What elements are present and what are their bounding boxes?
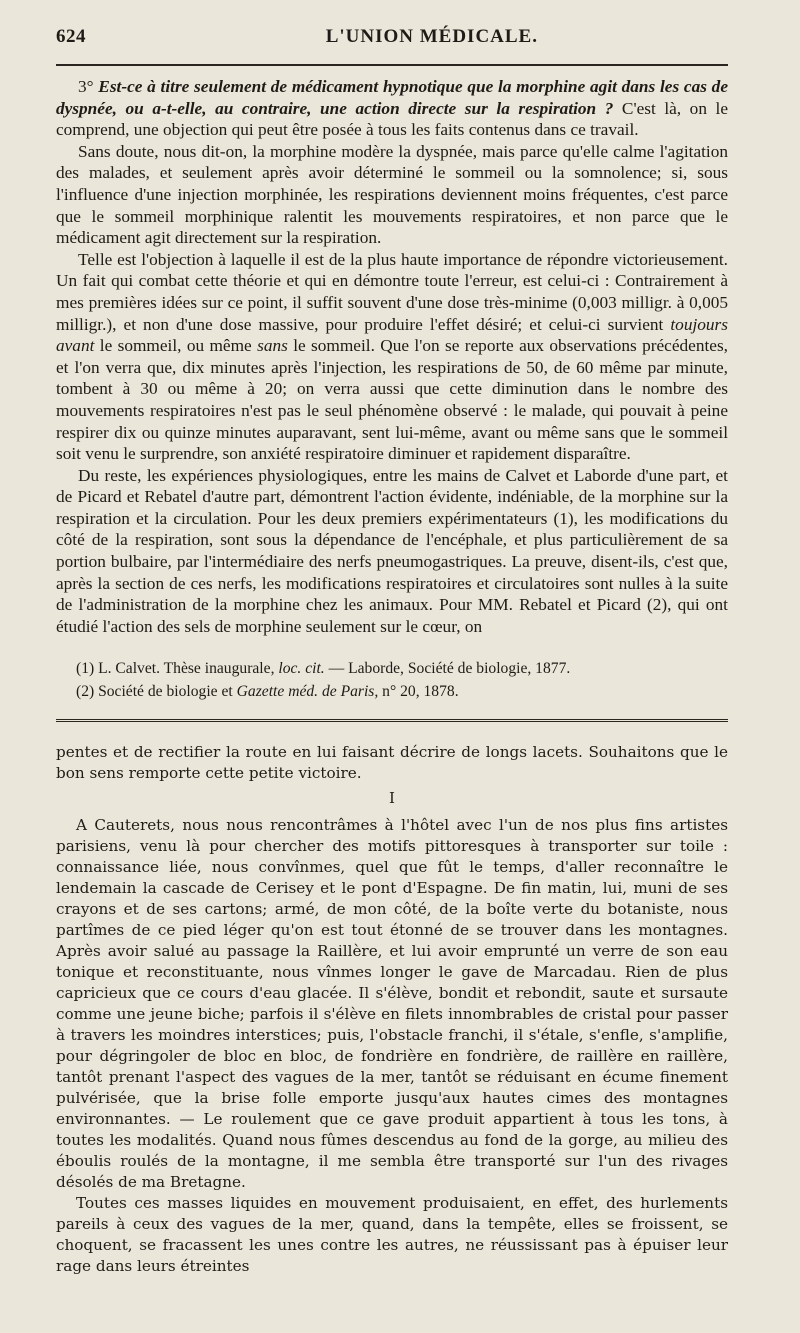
footnotes — [56, 657, 728, 703]
journal-title: L'UNION MÉDICALE. — [325, 26, 538, 47]
footnote-2 — [76, 680, 728, 703]
main-text — [56, 76, 728, 637]
question-rest: C'est là, on le comprend, une objection qui peut être posée à tous les faits contenus dans ce travail. — [56, 98, 728, 140]
paragraph: A Cauterets, nous nous rencontrâmes à l'hôtel avec l'un de nos plus fins artistes parisiens, venu là pour chercher des motifs pittoresques à transporter sur toile : connaissance liée, nous convînmes, quel que fût le temps, d'aller reconnaître le lendemain la cascade de Cerisey et le pont d'Espagne. De fin matin, lui, muni de ses crayons et de ses cartons; armé, de mon côté, de la boîte verte du botaniste, nous partîmes de ce pied léger qu'on est tout étonné de se trouver dans les montagnes. Après avoir salué au passage la Raillère, et lui avoir emprunté un verre de son eau tonique et reconstituante, nous vînmes longer le gave de Marcadau. Rien de plus capricieux que ce cours d'eau glacée. Il s'élève, bondit et rebondit, saute et sursaute comme une jeune biche; parfois il s'élève en filets innombrables de cristal pour passer à travers les moindres interstices; puis, l'obstacle franchi, il s'étale, s'enfle, s'amplifie, pour dégringoler de bloc en bloc, de fondrière en fondrière, de raillère en raillère, tantôt prenant l'aspect des vagues de la mer, tantôt se réduisant en écume finement pulvérisée, que la brise folle emporte jusqu'aux hautes cimes des montagnes environnantes. — Le roulement que ce gave produit appartient à tous les tons, à toutes les modalités. Quand nous fûmes descendus au fond de la gorge, au milieu des éboulis roulés de la montagne, il me sembla être transporté sur l'un des rivages désolés de ma Bretagne. — [56, 816, 728, 1192]
paragraph: Toutes ces masses liquides en mouvement produisaient, en effet, des hurlements pareils à ceux des vagues de la mer, quand, dans la tempête, elles se froissent, se choquent, se fracassent les unes contre les autres, ne réussissant pas à épuiser leur rage dans leurs étreintes — [56, 1194, 728, 1276]
emphasis: toujours avant — [56, 314, 728, 356]
header-rule — [56, 64, 728, 66]
paragraph-question — [56, 76, 728, 141]
text-run: le sommeil, ou même — [94, 336, 258, 356]
question-italic: Est-ce à titre seulement de médicament hypnotique que la morphine agit dans les cas de dyspnée, ou a-t-elle, au contraire, une action directe sur la respiration ? — [56, 77, 728, 118]
footnote-1 — [76, 657, 728, 680]
footnote-italic: Gazette méd. de Paris, — [236, 683, 379, 701]
section-separator — [56, 719, 728, 724]
footnote-text: — Laborde, Société de biologie, 1877. — [324, 660, 571, 678]
running-head — [56, 26, 728, 60]
question-label: 3° — [78, 77, 94, 96]
page-number: 624 — [56, 26, 86, 47]
text-run: le sommeil. Que l'on se reporte aux observations précédentes, et l'on verra que, dix minutes après l'injection, les respirations de 50, de 60 même par minute, tombent à 30 ou même à 20; on verra aussi que cette diminution dans le nombre des mouvements respiratoires n'est pas le seul phénomène observé : le malade, qui pouvait à peine respirer dix ou quinze minutes auparavant, sent lui-même, avant ou même sans que le sommeil soit venu le surprendre, son anxiété respiratoire diminuer et rapidement disparaître. — [56, 336, 728, 464]
section-number: I — [389, 789, 395, 808]
paragraph — [56, 249, 728, 465]
feuilleton — [56, 742, 728, 1277]
footnote-text: n° 20, 1878. — [378, 683, 459, 701]
footnote-text: (2) Société de biologie et — [76, 683, 237, 701]
footnote-text: (1) L. Calvet. Thèse inaugurale, — [76, 660, 279, 678]
emphasis: sans — [257, 336, 288, 356]
text-run: Telle est l'objection à laquelle il est de la plus haute importance de répondre victorieusement. Un fait qui combat cette théorie et qui en démontre toute l'erreur, est celui-ci : Contrairement à mes premières idées sur ce point, il suffit souvent d'une dose très-minime (0,003 milligr. à 0,005 milligr.), et non d'une dose massive, pour produire l'effet désiré; et celui-ci survient — [56, 249, 728, 334]
footnote-italic: loc. cit. — [278, 660, 325, 678]
paragraph-continued: pentes et de rectifier la route en lui faisant décrire de longs lacets. Souhaitons que le bon sens remporte cette petite victoire. — [56, 743, 728, 783]
paragraph: Du reste, les expériences physiologiques, entre les mains de Calvet et Laborde d'une part, et de Picard et Rebatel d'autre part, démontrent l'action évidente, indéniable, de la morphine sur la respiration et la circulation. Pour les deux premiers expérimentateurs (1), les modifications du côté de la respiration, sont sous la dépendance de l'encéphale, et plus particulièrement de sa portion bulbaire, par l'intermédiaire des nerfs pneumogastriques. La preuve, disent-ils, c'est que, après la section de ces nerfs, les modifications respiratoires et circulatoires sont nulles à la suite de l'administration de la morphine chez les animaux. Pour MM. Rebatel et Picard (2), qui ont étudié l'action des sels de morphine seulement sur le cœur, on — [56, 465, 728, 636]
paragraph: Sans doute, nous dit-on, la morphine modère la dyspnée, mais parce qu'elle calme l'agitation des malades, et seulement après avoir déterminé le sommeil ou la somnolence; si, sous l'influence d'une injection morphinée, les respirations deviennent moins fréquentes, c'est parce que le sommeil morphinique ralentit les mouvements respiratoires, et non parce que le médicament agit directement sur la respiration. — [56, 141, 728, 248]
